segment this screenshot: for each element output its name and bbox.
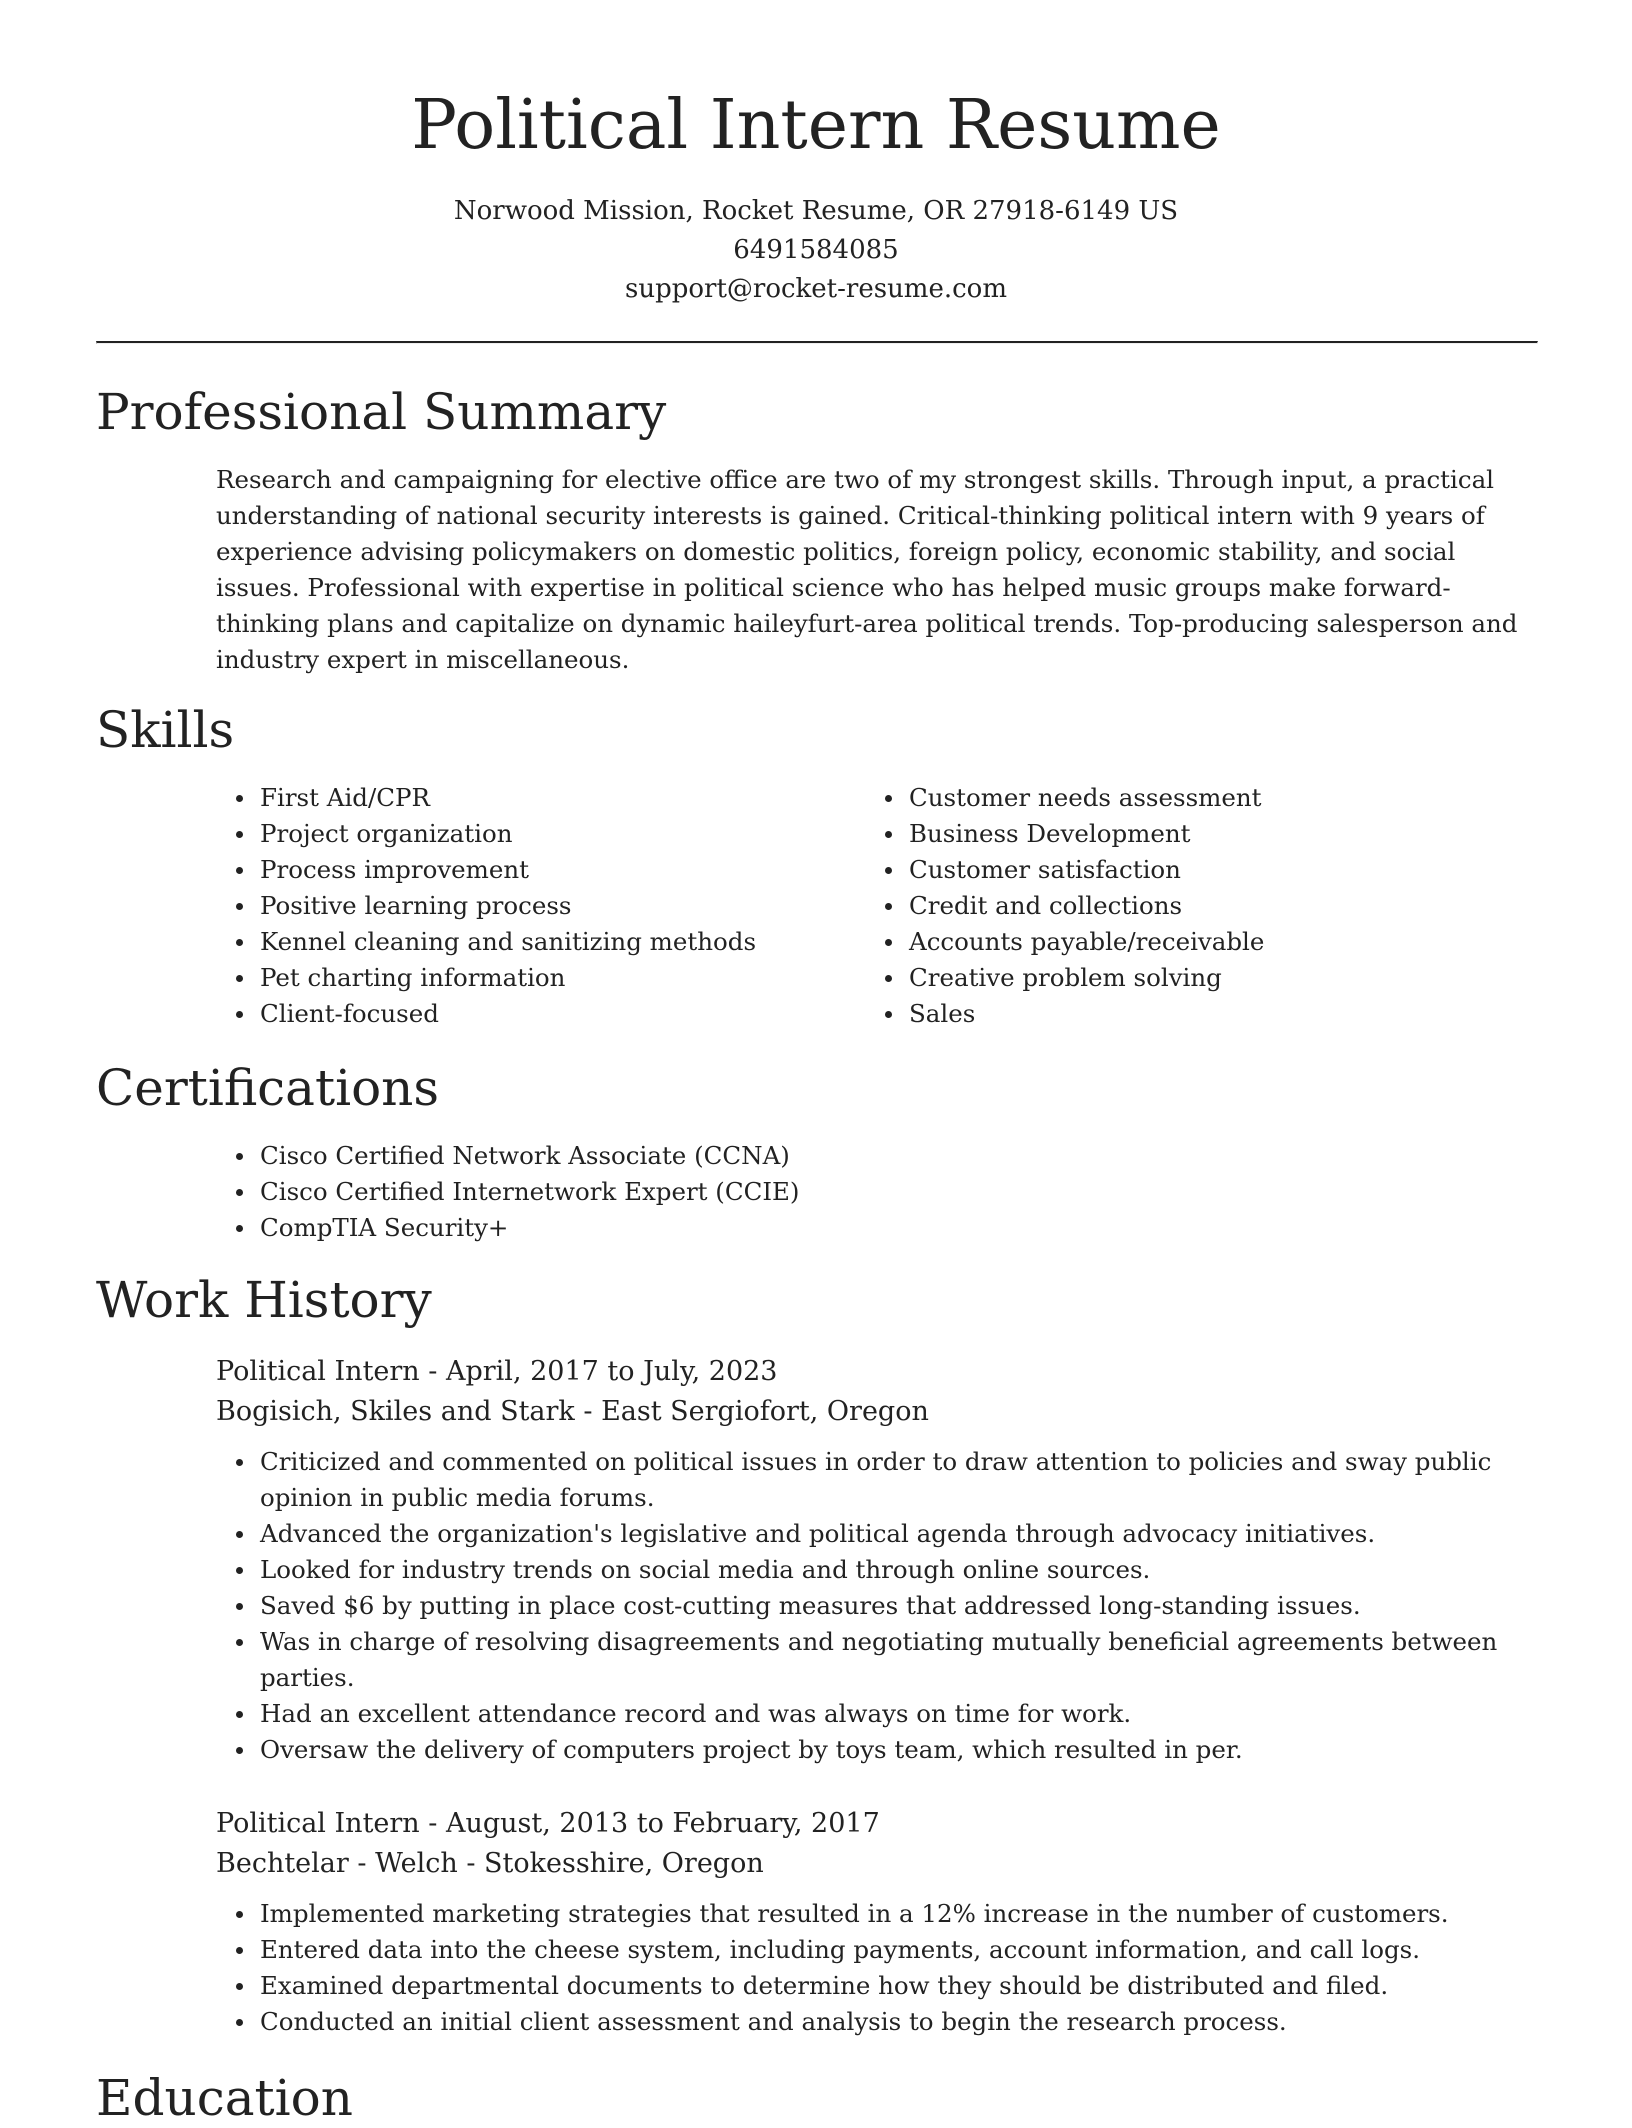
list-item: Customer needs assessment	[865, 780, 1465, 816]
list-item: Customer satisfaction	[865, 852, 1465, 888]
list-item: Conducted an initial client assessment and analysis to begin the research process.	[216, 2004, 1534, 2040]
list-item: Client-focused	[216, 996, 816, 1032]
job-company: Bechtelar - Welch - Stokesshire, Oregon	[216, 1848, 764, 1879]
summary-text: Research and campaigning for elective office are two of my strongest skills. Through input, a practical understanding of national security interests is gained. Critical-thinking political intern with 9 years of experience advising policymakers on domestic politics, foreign policy, economic stability, and social issues. Professional with expertise in political science who has helped music groups make forward-thinking plans and capitalize on dynamic haileyfurt-area political trends. Top-producing salesperson and industry expert in miscellaneous.	[216, 465, 1518, 674]
job-bullets	[216, 1896, 1534, 2040]
list-item: Had an excellent attendance record and was always on time for work.	[216, 1696, 1534, 1732]
list-item: First Aid/CPR	[216, 780, 816, 816]
list-item: Business Development	[865, 816, 1465, 852]
list-item: Entered data into the cheese system, including payments, account information, and call logs.	[216, 1932, 1534, 1968]
job-title: Political Intern - August, 2013 to February, 2017	[216, 1808, 880, 1839]
section-heading-education: Education	[96, 2069, 353, 2127]
header-divider	[96, 341, 1538, 344]
job-company: Bogisich, Skiles and Stark - East Sergiofort, Oregon	[216, 1396, 929, 1427]
job-bullets	[216, 1444, 1534, 1768]
section-heading-summary: Professional Summary	[96, 383, 667, 441]
list-item: Accounts payable/receivable	[865, 924, 1465, 960]
list-item: Project organization	[216, 816, 816, 852]
list-item: Advanced the organization's legislative and political agenda through advocacy initiatives.	[216, 1516, 1534, 1552]
list-item: Creative problem solving	[865, 960, 1465, 996]
list-item: Saved $6 by putting in place cost-cutting measures that addressed long-standing issues.	[216, 1588, 1534, 1624]
contact-email: support@rocket-resume.com	[624, 274, 1007, 304]
list-item: Cisco Certified Network Associate (CCNA)	[216, 1138, 1516, 1174]
list-item: Was in charge of resolving disagreements and negotiating mutually beneficial agreements between parties.	[216, 1624, 1534, 1696]
contact-address: Norwood Mission, Rocket Resume, OR 27918-6149 US	[453, 196, 1179, 226]
job-title: Political Intern - April, 2017 to July, 2023	[216, 1356, 778, 1387]
list-item: Implemented marketing strategies that resulted in a 12% increase in the number of customers.	[216, 1896, 1534, 1932]
list-item: Cisco Certified Internetwork Expert (CCIE)	[216, 1174, 1516, 1210]
section-heading-work-history: Work History	[96, 1271, 432, 1329]
list-item: Pet charting information	[216, 960, 816, 996]
skills-list-right	[865, 780, 1465, 1032]
contact-phone: 6491584085	[733, 235, 899, 265]
list-item: Oversaw the delivery of computers project by toys team, which resulted in per.	[216, 1732, 1534, 1768]
list-item: Sales	[865, 996, 1465, 1032]
list-item: Examined departmental documents to determine how they should be distributed and filed.	[216, 1968, 1534, 2004]
list-item: Credit and collections	[865, 888, 1465, 924]
list-item: Kennel cleaning and sanitizing methods	[216, 924, 816, 960]
certifications-list	[216, 1138, 1516, 1246]
contact-block	[0, 192, 1632, 309]
list-item: Looked for industry trends on social media and through online sources.	[216, 1552, 1534, 1588]
list-item: Criticized and commented on political issues in order to draw attention to policies and sway public opinion in public media forums.	[216, 1444, 1534, 1516]
list-item: CompTIA Security+	[216, 1210, 1516, 1246]
skills-list-left	[216, 780, 816, 1032]
resume-title: Political Intern Resume	[411, 86, 1221, 165]
list-item: Positive learning process	[216, 888, 816, 924]
section-heading-skills: Skills	[96, 701, 235, 759]
section-heading-certifications: Certifications	[96, 1059, 440, 1117]
list-item: Process improvement	[216, 852, 816, 888]
